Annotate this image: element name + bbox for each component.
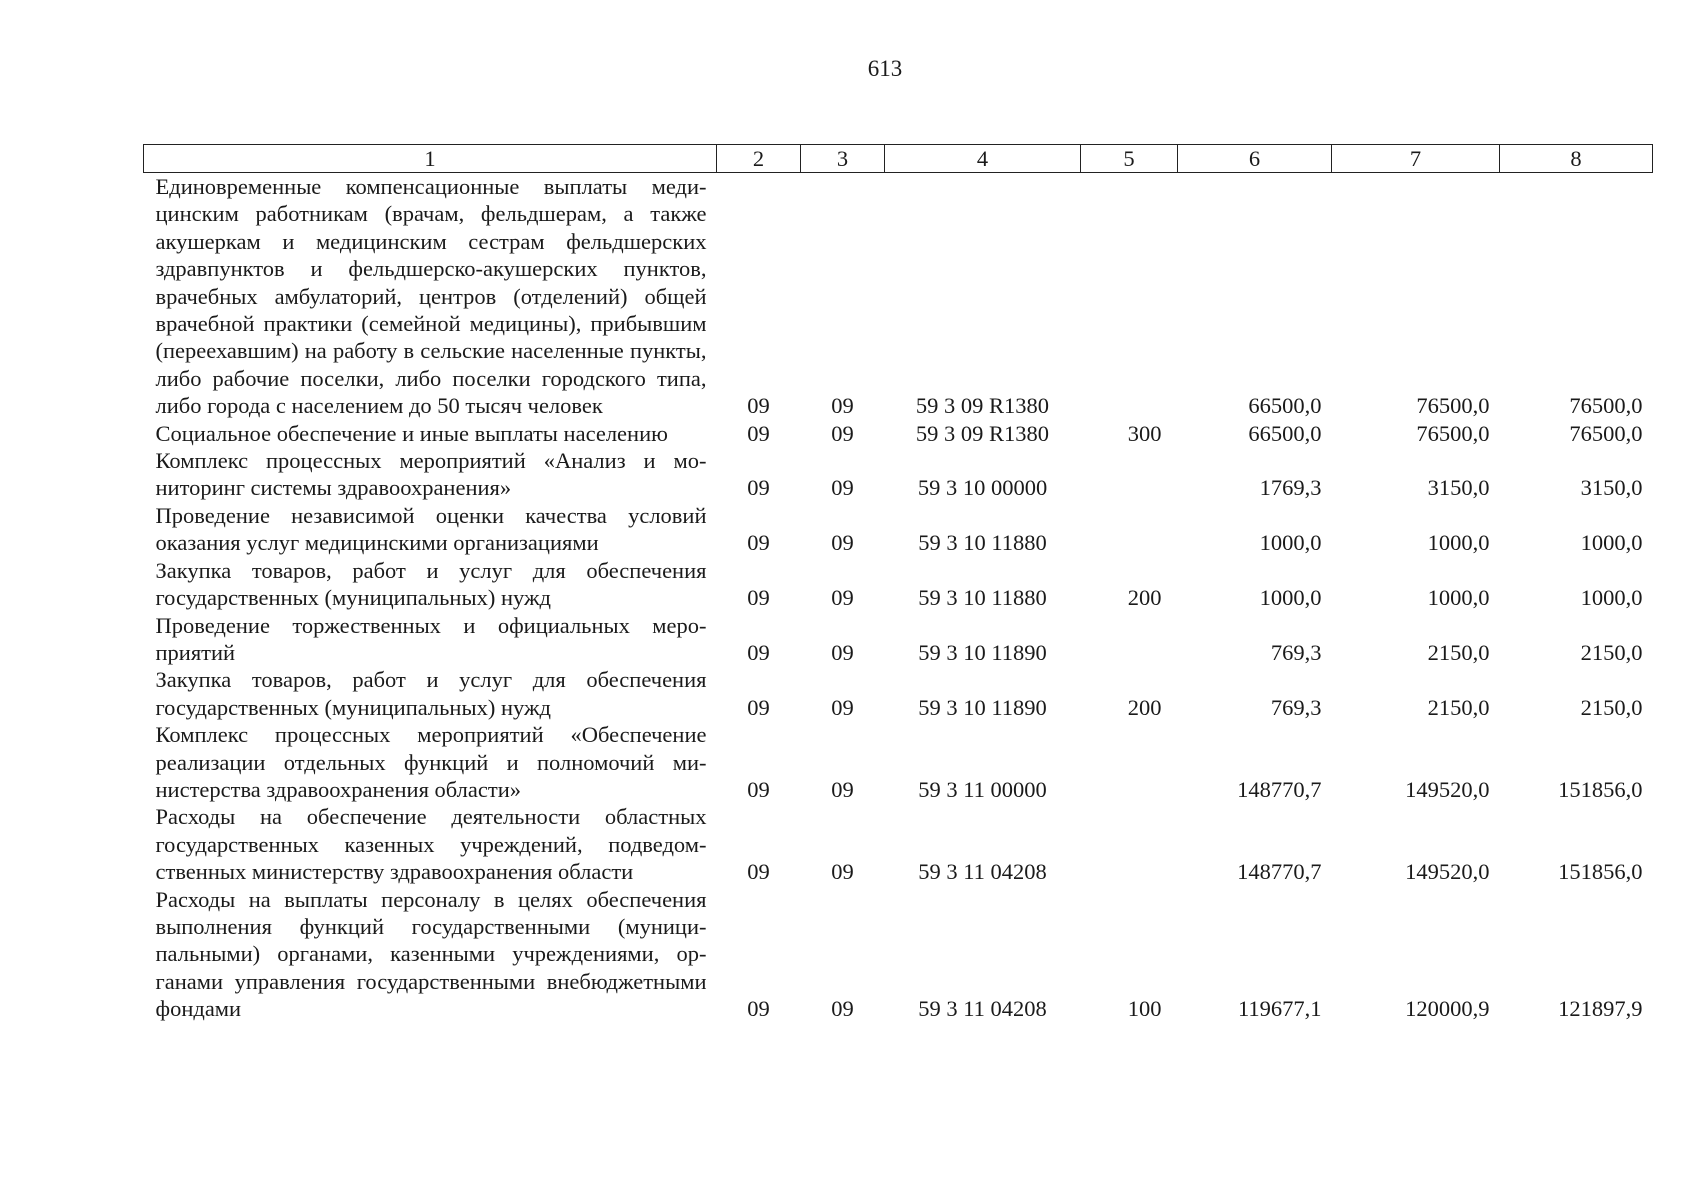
expense-name-cell: Проведение торжественных и официальных мероприятий: [155, 612, 707, 665]
amount-col7-cell: 2150,0: [1427, 639, 1490, 665]
column-header: 8: [1500, 145, 1653, 173]
table-row: [144, 502, 1653, 557]
column-header: 3: [801, 145, 885, 173]
expense-type-cell: [1081, 721, 1178, 803]
amount-col7-cell: 120000,9: [1405, 996, 1490, 1022]
expense-name-cell: Закупка товаров, работ и услуг для обеспечения государственных (муниципальных) нужд: [155, 557, 707, 611]
section-code-cell: 09: [747, 393, 770, 419]
subsection-code-cell: 09: [831, 776, 854, 802]
column-header: 1: [144, 145, 717, 173]
amount-col8-cell: 2150,0: [1580, 694, 1643, 720]
table-body: [144, 173, 1653, 1023]
amount-col8-cell: 151856,0: [1558, 859, 1643, 885]
expense-name-cell: Единовременные компенсационные выплаты медицинским работникам (врачам, фельдшерам, а также акушеркам и медицинским сестрам фельдшерских здравпунктов и фельдшерско-акушерских пунктов, врачебных амбулаторий, центров (отделений) общей врачебной практики (семейной медицины), прибывшим (переехавшим) на работу в сельские населенные пункты, либо рабочие поселки, либо поселки городского типа, либо города с населением до 50 тысяч человек: [155, 174, 707, 419]
amount-col7-cell: 149520,0: [1405, 859, 1490, 885]
amount-col6-cell: 148770,7: [1237, 859, 1322, 885]
section-code-cell: 09: [747, 420, 770, 446]
column-header: 2: [717, 145, 801, 173]
budget-table-container: [143, 144, 1652, 1023]
table-row: [144, 420, 1653, 447]
table-row: [144, 173, 1653, 420]
subsection-code-cell: 09: [831, 639, 854, 665]
subsection-code-cell: 09: [831, 585, 854, 611]
column-header: 4: [885, 145, 1081, 173]
amount-col7-cell: 3150,0: [1427, 475, 1490, 501]
target-article-cell: 59 3 09 R1380: [915, 393, 1050, 419]
column-header: 7: [1332, 145, 1500, 173]
expense-type-cell: [1081, 173, 1178, 420]
section-code-cell: 09: [747, 639, 770, 665]
subsection-code-cell: 09: [831, 475, 854, 501]
amount-col8-cell: 151856,0: [1558, 776, 1643, 802]
expense-name-cell: Расходы на выплаты персоналу в целях обеспечения выполнения функций государственными (муниципальными) органами, казенными учреждениями, органами управления государственными внебюджетными фондами: [155, 886, 707, 1022]
target-article-cell: 59 3 10 11880: [918, 530, 1047, 556]
amount-col7-cell: 76500,0: [1416, 393, 1490, 419]
subsection-code-cell: 09: [831, 694, 854, 720]
amount-col6-cell: 66500,0: [1248, 393, 1322, 419]
page-number: 613: [867, 56, 903, 81]
amount-col8-cell: 76500,0: [1569, 420, 1643, 446]
target-article-cell: 59 3 10 11890: [918, 694, 1047, 720]
table-row: [144, 557, 1653, 612]
amount-col7-cell: 76500,0: [1416, 420, 1490, 446]
section-code-cell: 09: [747, 996, 770, 1022]
amount-col6-cell: 119677,1: [1237, 996, 1322, 1022]
amount-col7-cell: 149520,0: [1405, 776, 1490, 802]
target-article-cell: 59 3 11 00000: [918, 776, 1047, 802]
amount-col8-cell: 2150,0: [1580, 639, 1643, 665]
expense-name-cell: Комплекс процессных мероприятий «Обеспечение реализации отдельных функций и полномочий министерства здравоохранения области»: [155, 722, 707, 802]
table-row: [144, 721, 1653, 803]
expense-name-cell: Комплекс процессных мероприятий «Анализ и мониторинг системы здравоохранения»: [155, 448, 707, 501]
expense-type-cell: [1081, 612, 1178, 667]
amount-col6-cell: 148770,7: [1237, 776, 1322, 802]
table-row: [144, 803, 1653, 885]
subsection-code-cell: 09: [831, 420, 854, 446]
amount-col6-cell: 1000,0: [1259, 530, 1322, 556]
expense-type-cell: 200: [1127, 694, 1162, 720]
column-header: 5: [1081, 145, 1178, 173]
expense-name-cell: Закупка товаров, работ и услуг для обеспечения государственных (муниципальных) нужд: [155, 667, 707, 720]
amount-col6-cell: 769,3: [1270, 694, 1322, 720]
subsection-code-cell: 09: [831, 859, 854, 885]
table-row: [144, 666, 1653, 721]
amount-col6-cell: 66500,0: [1248, 420, 1322, 446]
table-header: [144, 145, 1653, 173]
amount-col7-cell: 1000,0: [1427, 585, 1490, 611]
expense-type-cell: 200: [1127, 585, 1162, 611]
amount-col6-cell: 1000,0: [1259, 585, 1322, 611]
expense-name-cell: Социальное обеспечение и иные выплаты населению: [155, 420, 668, 446]
subsection-code-cell: 09: [831, 996, 854, 1022]
expense-name-cell: Расходы на обеспечение деятельности областных государственных казенных учреждений, подведомственных министерству здравоохранения области: [155, 804, 707, 885]
expense-type-cell: [1081, 803, 1178, 885]
target-article-cell: 59 3 10 11890: [918, 639, 1047, 665]
expense-type-cell: 100: [1127, 996, 1162, 1022]
expense-type-cell: [1081, 447, 1178, 502]
target-article-cell: 59 3 10 11880: [918, 585, 1047, 611]
target-article-cell: 59 3 11 04208: [918, 996, 1047, 1022]
header-row: [144, 145, 1653, 173]
amount-col8-cell: 1000,0: [1580, 530, 1643, 556]
section-code-cell: 09: [747, 859, 770, 885]
expense-type-cell: 300: [1127, 420, 1162, 446]
budget-table: [143, 144, 1653, 1023]
table-row: [144, 447, 1653, 502]
expense-type-cell: [1081, 502, 1178, 557]
amount-col8-cell: 76500,0: [1569, 393, 1643, 419]
expense-name-cell: Проведение независимой оценки качества условий оказания услуг медицинскими организациями: [155, 502, 707, 556]
section-code-cell: 09: [747, 530, 770, 556]
section-code-cell: 09: [747, 475, 770, 501]
table-row: [144, 612, 1653, 667]
subsection-code-cell: 09: [831, 530, 854, 556]
column-header: 6: [1178, 145, 1332, 173]
subsection-code-cell: 09: [831, 393, 854, 419]
target-article-cell: 59 3 10 00000: [917, 475, 1048, 501]
amount-col7-cell: 1000,0: [1427, 530, 1490, 556]
table-row: [144, 886, 1653, 1023]
section-code-cell: 09: [747, 776, 770, 802]
target-article-cell: 59 3 09 R1380: [915, 420, 1050, 446]
section-code-cell: 09: [747, 585, 770, 611]
target-article-cell: 59 3 11 04208: [918, 859, 1047, 885]
amount-col7-cell: 2150,0: [1427, 694, 1490, 720]
amount-col8-cell: 3150,0: [1580, 475, 1643, 501]
section-code-cell: 09: [747, 694, 770, 720]
amount-col8-cell: 121897,9: [1558, 996, 1643, 1022]
amount-col6-cell: 1769,3: [1259, 475, 1322, 501]
amount-col6-cell: 769,3: [1270, 639, 1322, 665]
amount-col8-cell: 1000,0: [1580, 585, 1643, 611]
